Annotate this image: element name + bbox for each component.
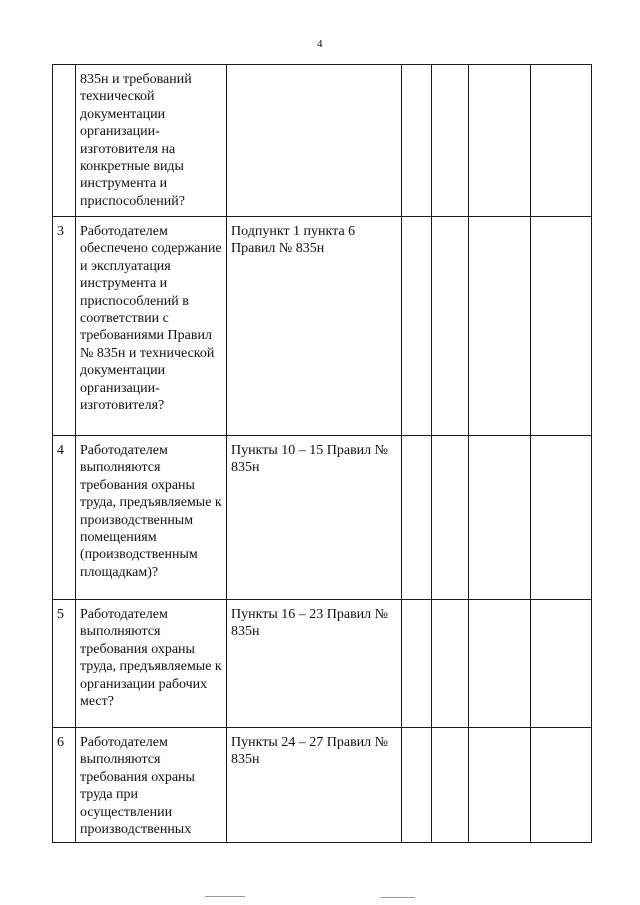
answer-cell-not-applicable	[469, 728, 531, 843]
scan-artifact-line	[380, 897, 415, 898]
table-row	[53, 217, 592, 436]
answer-cell-no	[432, 728, 469, 843]
notes-cell	[531, 217, 592, 436]
answer-cell-no	[432, 217, 469, 436]
answer-cell-not-applicable	[469, 65, 531, 217]
table-row	[53, 65, 592, 217]
notes-cell	[531, 436, 592, 600]
question-cell: Работодателем обеспечено содержание и эксплуатация инструмента и приспособлений в соответствии с требованиями Правил № 835н и технической документации организации-изготовителя?	[76, 217, 227, 436]
page-number: 4	[317, 38, 323, 50]
notes-cell	[531, 728, 592, 843]
reference-cell: Пункты 10 – 15 Правил № 835н	[227, 436, 402, 600]
reference-cell: Пункты 16 – 23 Правил № 835н	[227, 600, 402, 728]
row-number-cell: 3	[53, 217, 76, 436]
question-cell: Работодателем выполняются требования охраны труда, предъявляемые к организации рабочих мест?	[76, 600, 227, 728]
answer-cell-no	[432, 600, 469, 728]
question-cell: 835н и требований технической документации организации-изготовителя на конкретные виды инструмента и приспособлений?	[76, 65, 227, 217]
table-row	[53, 436, 592, 600]
row-number-cell: 5	[53, 600, 76, 728]
answer-cell-no	[432, 65, 469, 217]
answer-cell-yes	[402, 728, 432, 843]
question-cell: Работодателем выполняются требования охраны труда при осуществлении производственных	[76, 728, 227, 843]
answer-cell-no	[432, 436, 469, 600]
answer-cell-not-applicable	[469, 217, 531, 436]
question-cell: Работодателем выполняются требования охраны труда, предъявляемые к производственным помещениям (производственным площадкам)?	[76, 436, 227, 600]
notes-cell	[531, 65, 592, 217]
row-number-cell: 6	[53, 728, 76, 843]
answer-cell-yes	[402, 217, 432, 436]
row-number-cell	[53, 65, 76, 217]
checklist-table	[52, 64, 592, 843]
notes-cell	[531, 600, 592, 728]
reference-cell: Подпункт 1 пункта 6 Правил № 835н	[227, 217, 402, 436]
row-number-cell: 4	[53, 436, 76, 600]
answer-cell-yes	[402, 600, 432, 728]
reference-cell	[227, 65, 402, 217]
answer-cell-yes	[402, 436, 432, 600]
reference-cell: Пункты 24 – 27 Правил № 835н	[227, 728, 402, 843]
answer-cell-not-applicable	[469, 600, 531, 728]
table-row	[53, 600, 592, 728]
answer-cell-not-applicable	[469, 436, 531, 600]
table-row	[53, 728, 592, 843]
scan-artifact-line	[205, 896, 245, 897]
answer-cell-yes	[402, 65, 432, 217]
